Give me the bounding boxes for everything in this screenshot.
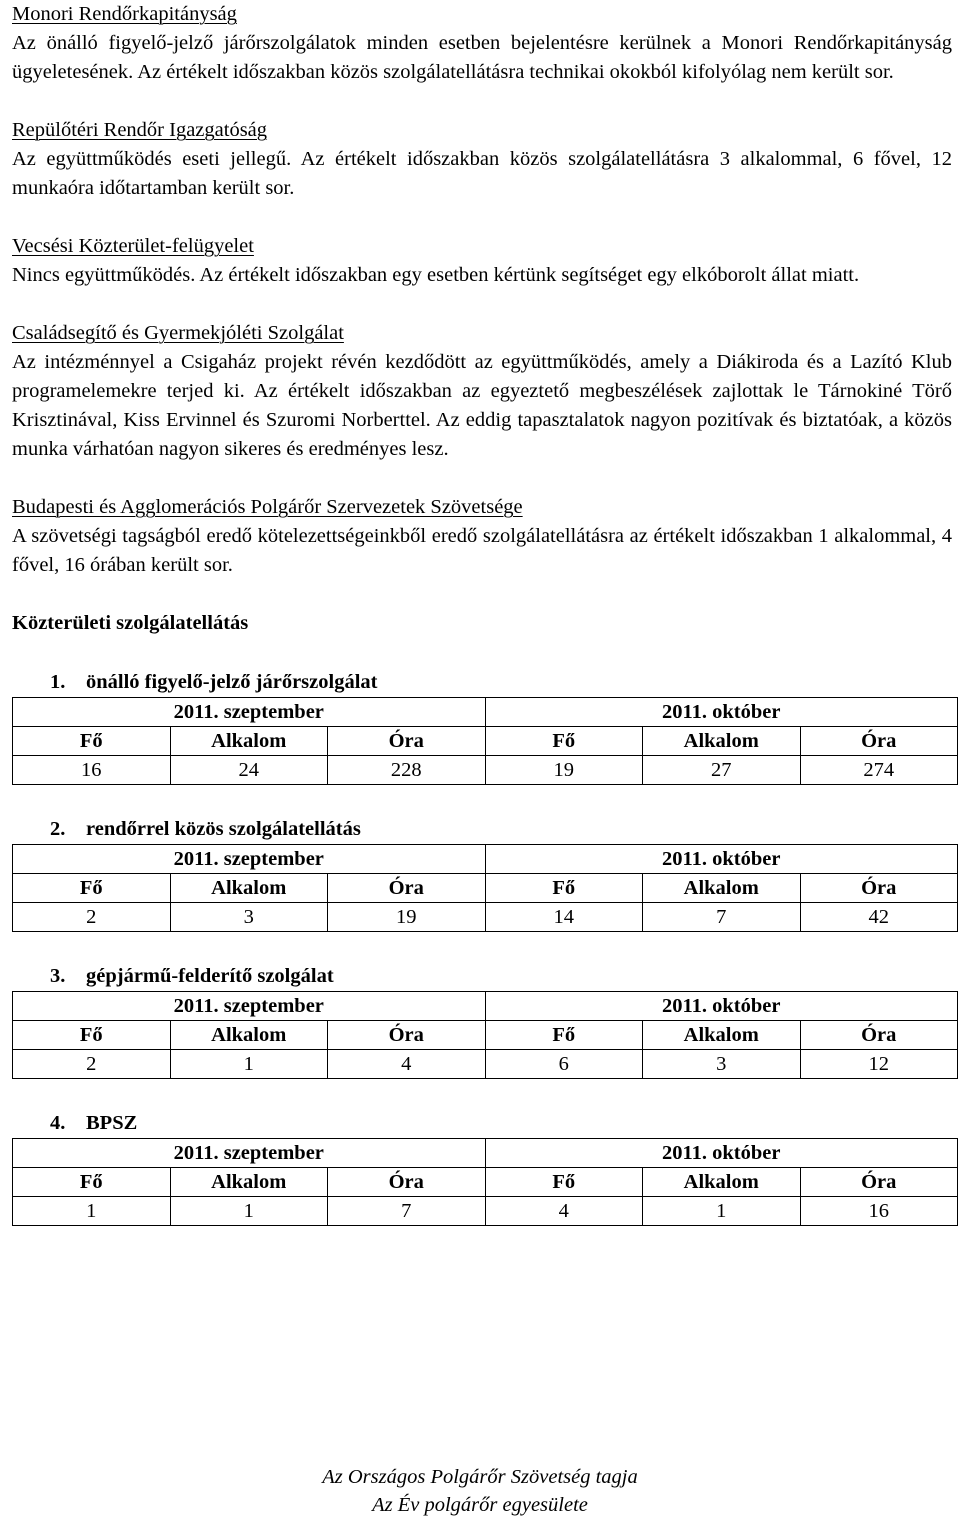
table-title-text: önálló figyelő-jelző járőrszolgálat	[86, 671, 378, 693]
table-title	[12, 814, 952, 844]
header-cell: Óra	[800, 1168, 958, 1197]
service-table	[12, 844, 958, 932]
service-table-block	[12, 961, 952, 1079]
value-cell: 2	[13, 1050, 171, 1079]
value-cell: 6	[485, 1050, 643, 1079]
header-cell: Alkalom	[170, 727, 328, 756]
header-cell: Fő	[485, 727, 643, 756]
value-cell: 19	[485, 756, 643, 785]
document-page	[12, 0, 952, 1226]
month-cell: 2011. szeptember	[13, 992, 486, 1021]
header-cell: Fő	[13, 1021, 171, 1050]
header-row	[13, 1021, 958, 1050]
value-cell: 24	[170, 756, 328, 785]
value-cell: 274	[800, 756, 958, 785]
section-family-support	[12, 319, 952, 464]
service-table	[12, 697, 958, 785]
section-monor-police	[12, 0, 952, 87]
table-number: 4.	[50, 1112, 66, 1134]
table-title	[12, 667, 952, 697]
section-airport-police	[12, 116, 952, 203]
header-row	[13, 874, 958, 903]
header-cell: Alkalom	[170, 1168, 328, 1197]
page-footer	[0, 1463, 960, 1519]
value-row	[13, 756, 958, 785]
header-cell: Fő	[13, 874, 171, 903]
section-heading: Monori Rendőrkapitányság	[12, 3, 237, 25]
value-cell: 228	[328, 756, 486, 785]
section-paragraph: Az önálló figyelő-jelző járőrszolgálatok minden esetben bejelentésre kerülnek a Monori Rendőrkapitányság ügyeletesének. Az értékelt időszakban közös szolgálatellátásra technikai okokból kifolyólag nem került sor.	[12, 32, 952, 83]
value-cell: 12	[800, 1050, 958, 1079]
header-cell: Fő	[485, 1021, 643, 1050]
section-paragraph: Az intézménnyel a Csigaház projekt révén kezdődött az együttműködés, amely a Diákiroda és a Lazító Klub programelemekre terjed ki. Az értékelt időszakban az egyeztető megbeszélések zajlottak le Tárnokiné Törő Krisztinával, Kiss Ervinnel és Szuromi Norberttel. Az eddig tapasztalatok nagyon pozitívak és biztatóak, a közös munka várhatóan nagyon sikeres és eredményes lesz.	[12, 351, 952, 460]
header-row	[13, 1168, 958, 1197]
month-row	[13, 992, 958, 1021]
header-cell: Óra	[328, 1168, 486, 1197]
header-cell: Fő	[13, 727, 171, 756]
value-cell: 3	[643, 1050, 801, 1079]
value-cell: 1	[13, 1197, 171, 1226]
section-heading: Repülőtéri Rendőr Igazgatóság	[12, 119, 268, 141]
header-cell: Alkalom	[643, 727, 801, 756]
value-cell: 42	[800, 903, 958, 932]
month-row	[13, 845, 958, 874]
month-row	[13, 698, 958, 727]
table-title-text: rendőrrel közös szolgálatellátás	[86, 818, 361, 840]
table-title	[12, 1108, 952, 1138]
value-cell: 2	[13, 903, 171, 932]
header-cell: Alkalom	[643, 1021, 801, 1050]
service-table	[12, 1138, 958, 1226]
value-cell: 19	[328, 903, 486, 932]
header-cell: Fő	[485, 1168, 643, 1197]
header-cell: Alkalom	[643, 1168, 801, 1197]
value-cell: 1	[170, 1050, 328, 1079]
value-cell: 3	[170, 903, 328, 932]
value-row	[13, 1197, 958, 1226]
month-cell: 2011. október	[485, 1139, 958, 1168]
service-table-block	[12, 667, 952, 785]
section-heading: Családsegítő és Gyermekjóléti Szolgálat	[12, 322, 344, 344]
month-cell: 2011. október	[485, 698, 958, 727]
value-row	[13, 903, 958, 932]
footer-line: Az Országos Polgárőr Szövetség tagja	[322, 1466, 638, 1488]
header-cell: Fő	[485, 874, 643, 903]
value-row	[13, 1050, 958, 1079]
table-title-text: BPSZ	[86, 1112, 138, 1134]
header-row	[13, 727, 958, 756]
value-cell: 7	[643, 903, 801, 932]
month-cell: 2011. október	[485, 992, 958, 1021]
header-cell: Alkalom	[643, 874, 801, 903]
value-cell: 1	[643, 1197, 801, 1226]
table-title-text: gépjármű-felderítő szolgálat	[86, 965, 334, 987]
value-cell: 27	[643, 756, 801, 785]
section-paragraph: Az együttműködés eseti jellegű. Az értékelt időszakban közös szolgálatellátásra 3 alkalommal, 6 fővel, 12 munkaóra időtartamban került sor.	[12, 148, 952, 199]
header-cell: Óra	[800, 727, 958, 756]
service-table-block	[12, 1108, 952, 1226]
header-cell: Óra	[328, 874, 486, 903]
section-civil-guard-federation	[12, 493, 952, 580]
table-number: 2.	[50, 818, 66, 840]
section-paragraph: A szövetségi tagságból eredő kötelezettségeinkből eredő szolgálatellátásra az értékelt időszakban 1 alkalommal, 4 fővel, 16 órában került sor.	[12, 525, 952, 576]
header-cell: Óra	[328, 727, 486, 756]
month-cell: 2011. szeptember	[13, 845, 486, 874]
section-heading: Budapesti és Agglomerációs Polgárőr Szervezetek Szövetsége	[12, 496, 523, 518]
section-vecses-public-space	[12, 232, 952, 290]
month-cell: 2011. szeptember	[13, 698, 486, 727]
footer-line: Az Év polgárőr egyesülete	[372, 1494, 588, 1516]
table-number: 3.	[50, 965, 66, 987]
header-cell: Alkalom	[170, 1021, 328, 1050]
header-cell: Alkalom	[170, 874, 328, 903]
value-cell: 4	[328, 1050, 486, 1079]
value-cell: 14	[485, 903, 643, 932]
table-title	[12, 961, 952, 991]
header-cell: Óra	[800, 874, 958, 903]
month-cell: 2011. október	[485, 845, 958, 874]
value-cell: 4	[485, 1197, 643, 1226]
header-cell: Óra	[328, 1021, 486, 1050]
value-cell: 16	[13, 756, 171, 785]
header-cell: Óra	[800, 1021, 958, 1050]
value-cell: 16	[800, 1197, 958, 1226]
value-cell: 7	[328, 1197, 486, 1226]
service-title: Közterületi szolgálatellátás	[12, 612, 249, 634]
table-number: 1.	[50, 671, 66, 693]
header-cell: Fő	[13, 1168, 171, 1197]
section-heading: Vecsési Közterület-felügyelet	[12, 235, 254, 257]
section-paragraph: Nincs együttműködés. Az értékelt időszakban egy esetben kértünk segítséget egy elkóborolt állat miatt.	[12, 264, 860, 286]
month-row	[13, 1139, 958, 1168]
month-cell: 2011. szeptember	[13, 1139, 486, 1168]
service-table	[12, 991, 958, 1079]
value-cell: 1	[170, 1197, 328, 1226]
service-table-block	[12, 814, 952, 932]
